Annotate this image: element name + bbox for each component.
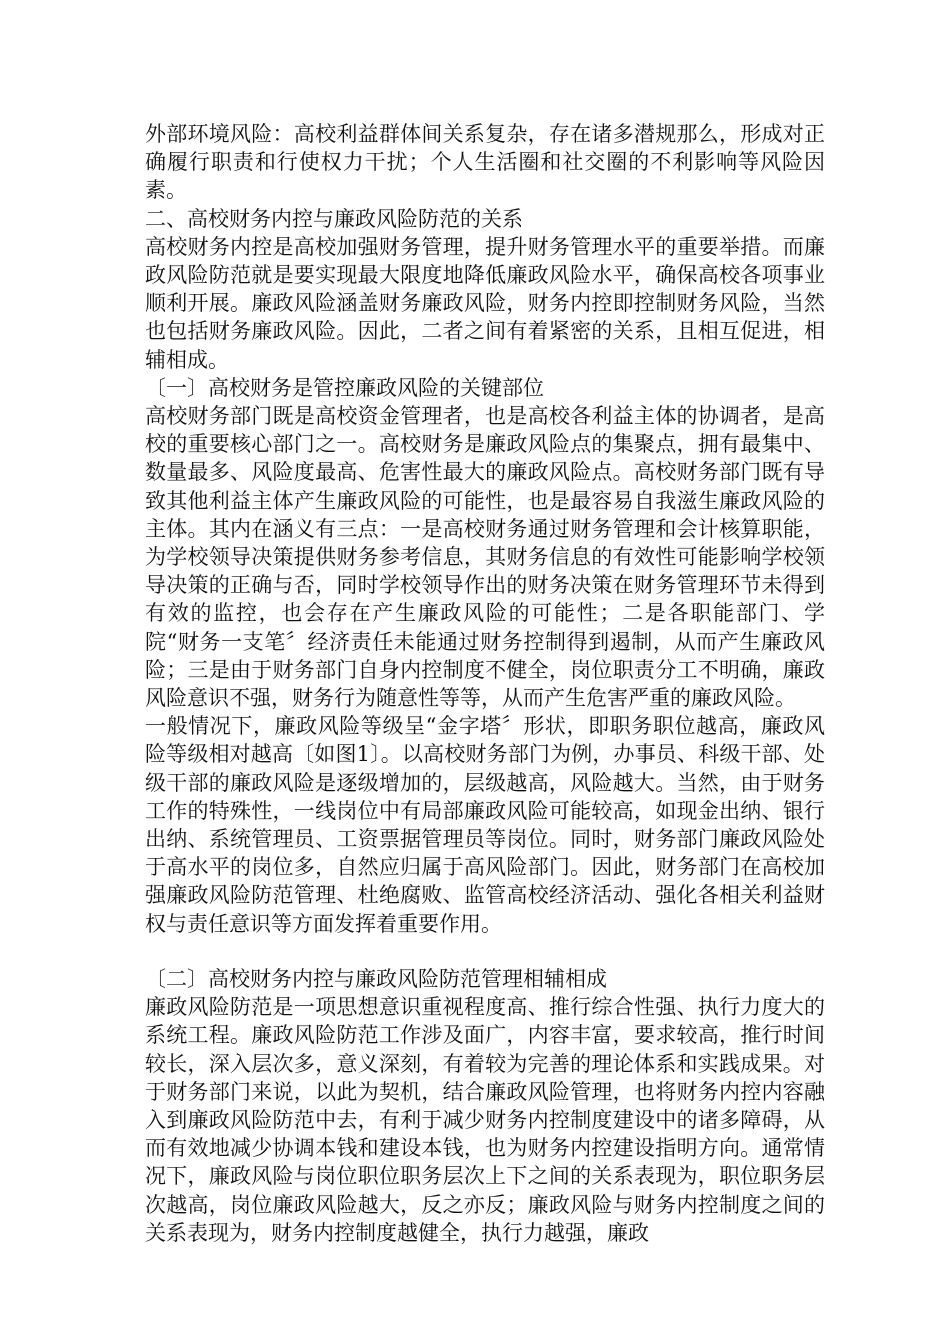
- paragraph-relationship: 高校财务内控是高校加强财务管理，提升财务管理水平的重要举措。而廉政风险防范就是要实现最大限度地降低廉政风险水平，确保高校各项事业顺利开展。廉政风险涵盖财务廉政风险，财务内控即控制财务风险，当然也包括财务廉政风险。因此，二者之间有着紧密的关系，且相互促进，相辅相成。: [145, 234, 825, 372]
- section-heading-2: 二、高校财务内控与廉政风险防范的关系: [145, 206, 523, 231]
- subsection-heading-2: 〔二〕高校财务内控与廉政风险防范管理相辅相成: [145, 966, 607, 991]
- paragraph-external-risk: 外部环境风险：高校利益群体间关系复杂，存在诸多潜规那么，形成对正确履行职责和行使权力干扰；个人生活圈和社交圈的不利影响等风险因素。: [145, 122, 825, 203]
- paragraph-gap: [145, 938, 825, 965]
- paragraph-pyramid-risk: 一般情况下，廉政风险等级呈“金字塔〞形状，即职务职位越高，廉政风险等级相对越高〔如图1〕。以高校财务部门为例，办事员、科级干部、处级干部的廉政风险是逐级增加的，层级越高，风险越大。当然，由于财务工作的特殊性，一线岗位中有局部廉政风险可能较高，如现金出纳、银行出纳、系统管理员、工资票据管理员等岗位。同时，财务部门廉政风险处于高水平的岗位多，自然应归属于高风险部门。因此，财务部门在高校加强廉政风险防范管理、杜绝腐败、监管高校经济活动、强化各相关利益财权与责任意识等方面发挥着重要作用。: [145, 714, 825, 936]
- paragraph-finance-key-position: 高校财务部门既是高校资金管理者，也是高校各利益主体的协调者，是高校的重要核心部门之一。高校财务是廉政风险点的集聚点，拥有最集中、数量最多、风险度最高、危害性最大的廉政风险点。高校财务部门既有导致其他利益主体产生廉政风险的可能性，也是最容易自我滋生廉政风险的主体。其内在涵义有三点：一是高校财务通过财务管理和会计核算职能，为学校领导决策提供财务参考信息，其财务信息的有效性可能影响学校领导决策的正确与否，同时学校领导作出的财务决策在财务管理环节未得到有效的监控，也会存在产生廉政风险的可能性；二是各职能部门、学院“财务一支笔〞经济责任未能通过财务控制得到遏制，从而产生廉政风险；三是由于财务部门自身内控制度不健全，岗位职责分工不明确，廉政风险意识不强，财务行为随意性等等，从而产生危害严重的廉政风险。: [145, 404, 825, 711]
- document-body: [145, 120, 825, 1247]
- paragraph-complementary: 廉政风险防范是一项思想意识重视程度高、推行综合性强、执行力度大的系统工程。廉政风险防范工作涉及面广，内容丰富，要求较高，推行时间较长，深入层次多，意义深刻，有着较为完善的理论体系和实践成果。对于财务部门来说，以此为契机，结合廉政风险管理，也将财务内控内容融入到廉政风险防范中去，有利于减少财务内控制度建设中的诸多障碍，从而有效地减少协调本钱和建设本钱，也为财务内控建设指明方向。通常情况下，廉政风险与岗位职位职务层次上下之间的关系表现为，职位职务层次越高，岗位廉政风险越大，反之亦反；廉政风险与财务内控制度之间的关系表现为，财务内控制度越健全，执行力越强，廉政: [145, 995, 825, 1245]
- subsection-heading-1: 〔一〕高校财务是管控廉政风险的关键部位: [145, 375, 544, 400]
